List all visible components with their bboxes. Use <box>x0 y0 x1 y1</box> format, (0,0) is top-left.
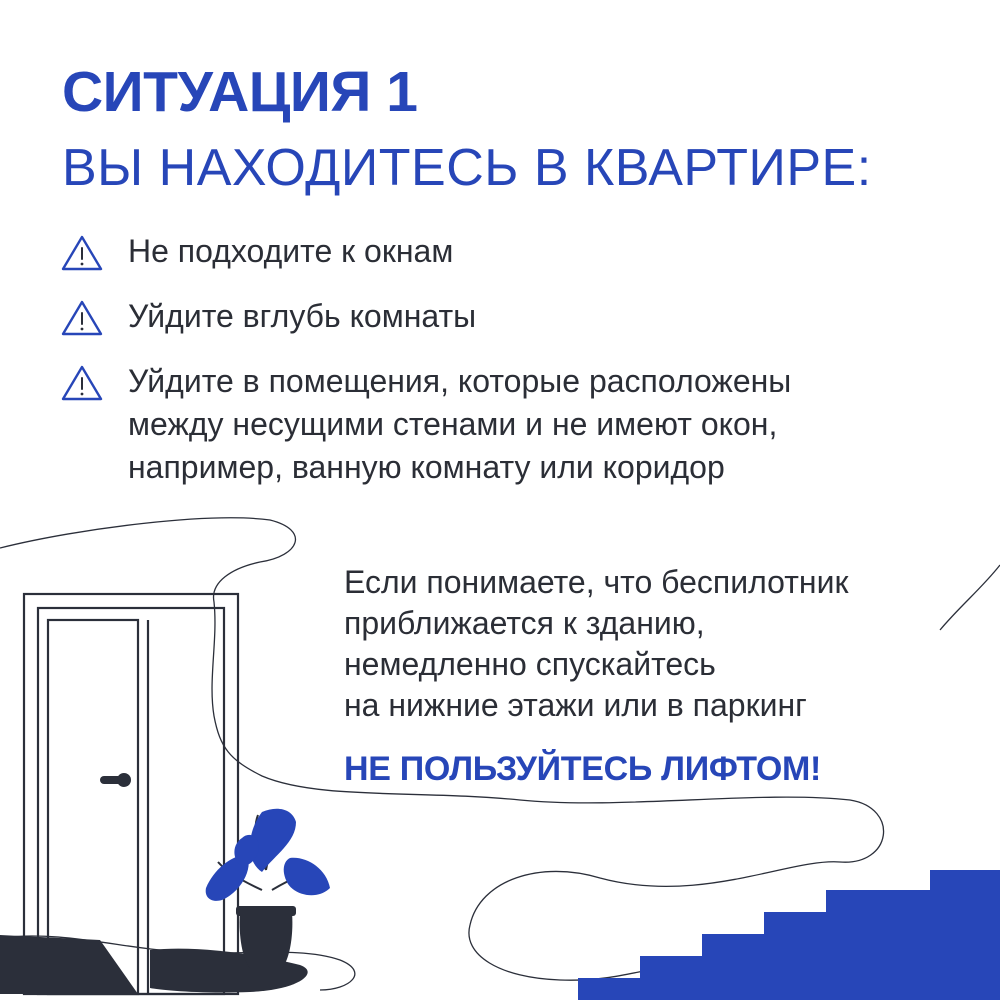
tip-item <box>60 230 960 273</box>
plant-pot <box>240 912 293 968</box>
tip-text: Уйдите вглубь комнаты <box>128 298 477 334</box>
drone-note <box>344 562 944 726</box>
door-handle <box>100 773 131 787</box>
stairs <box>578 870 1000 1000</box>
elevator-warning: НЕ ПОЛЬЗУЙТЕСЬ ЛИФТОМ! <box>344 750 822 788</box>
leaf-left <box>206 855 249 900</box>
note-line: приближается к зданию, <box>344 605 705 641</box>
door <box>24 594 238 994</box>
leaf-top <box>250 809 296 872</box>
note-line: на нижние этажи или в паркинг <box>344 687 807 723</box>
potted-plant <box>206 809 330 968</box>
tip-text: Уйдите в помещения, которые расположены между несущими стенами и не имеют окон, например, ванную комнату или коридор <box>128 363 792 485</box>
door-frame-inner <box>38 608 224 994</box>
leaf-mid <box>234 835 258 866</box>
note-line: Если понимаете, что беспилотник <box>344 564 849 600</box>
decorative-wave-line-floor <box>0 936 355 990</box>
note-line: немедленно спускайтесь <box>344 646 716 682</box>
warning-triangle-icon <box>60 233 104 273</box>
tip-text: Не подходите к окнам <box>128 233 454 269</box>
leaf-right <box>284 858 330 895</box>
door-frame-outer <box>24 594 238 994</box>
warning-triangle-icon <box>60 363 104 403</box>
tip-item <box>60 360 960 489</box>
tip-item <box>60 295 960 338</box>
floor-shadow <box>150 949 308 993</box>
decorative-wave-line-right <box>940 565 1000 630</box>
door-panel <box>48 620 138 994</box>
page-subtitle: ВЫ НАХОДИТЕСЬ В КВАРТИРЕ: <box>62 139 872 197</box>
door-shadow <box>0 935 138 994</box>
page-title: СИТУАЦИЯ 1 <box>62 60 418 124</box>
warning-triangle-icon <box>60 298 104 338</box>
safety-tips-list <box>60 230 960 511</box>
